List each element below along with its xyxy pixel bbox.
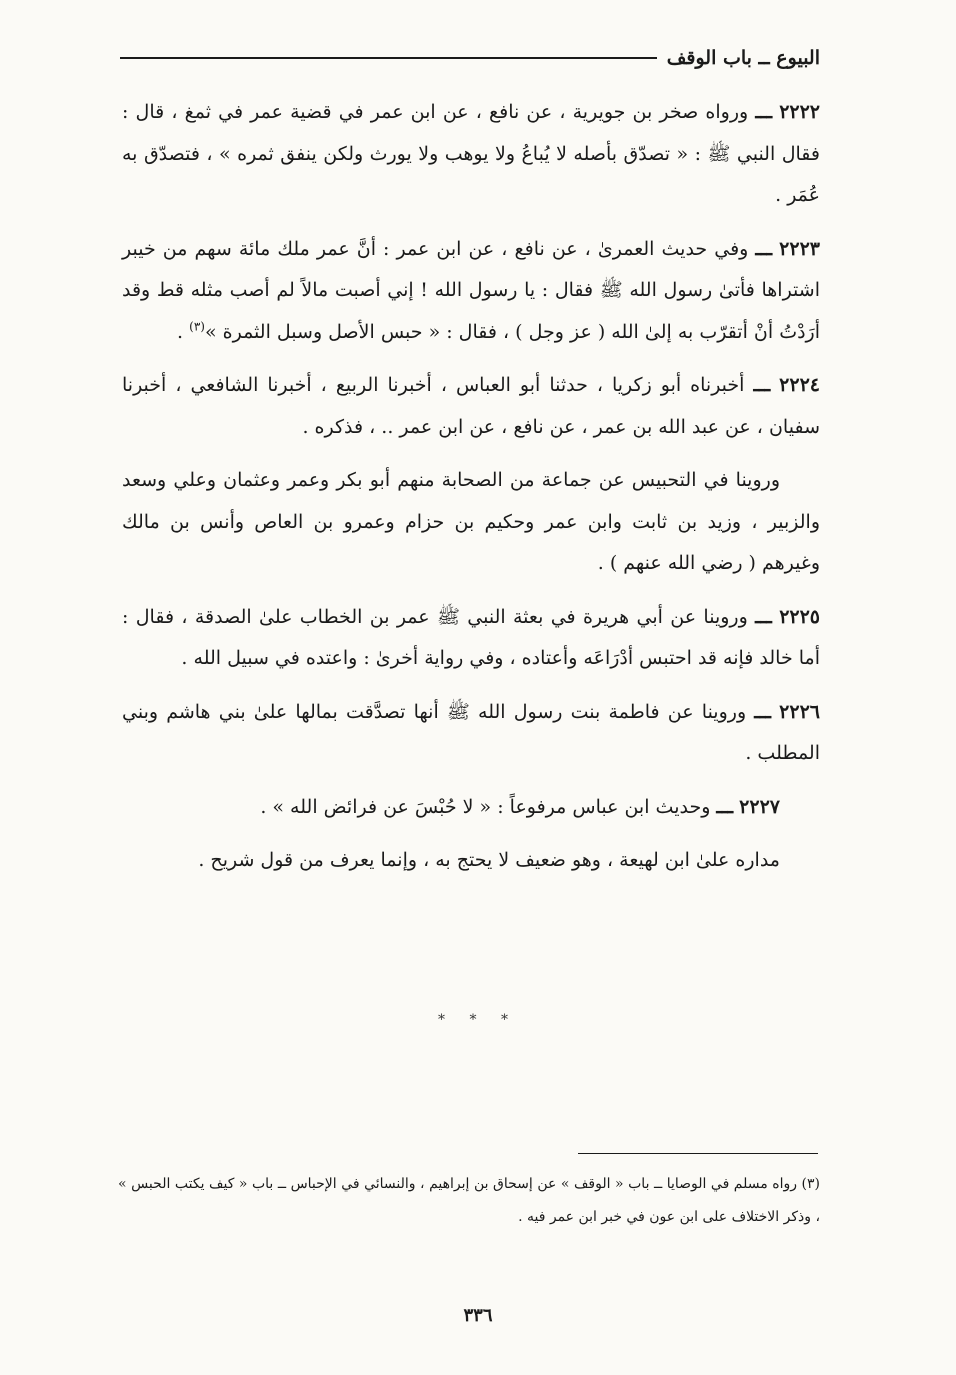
- commentary-text: مداره علىٰ ابن لهيعة ، وهو ضعيف لا يحتج به ، وإنما يعرف من قول شريح .: [198, 849, 780, 871]
- hadith-number: ٢٢٢٢: [779, 101, 821, 123]
- hadith-number: ٢٢٢٦: [779, 700, 820, 723]
- hadith-number: ٢٢٢٣: [779, 237, 820, 260]
- hadith-2224: ٢٢٢٤ ـــ أخبرناه أبو زكريا ، حدثنا أبو العباس ، أخبرنا الربيع ، أخبرنا الشافعي ، أخبرنا سفيان ، عن عبد الله بن عمر ، عن نافع ، عن ابن عمر .. ، فذكره .: [122, 374, 820, 438]
- hadith-number: ٢٢٢٤: [779, 374, 820, 396]
- header-title: البيوع ــ باب الوقف: [666, 47, 820, 69]
- commentary-paragraph: [122, 460, 820, 585]
- footnote: (٣) رواه مسلم في الوصايا ــ باب « الوقف » عن إسحاق بن إبراهيم ، والنسائي في الإحباس ــ باب « كيف يكتب الحبس » ، وذكر الاختلاف على ابن عون في خبر ابن عمر فيه .: [118, 1176, 820, 1225]
- hadith-text: وفي حديث العمرىٰ ، عن نافع ، عن ابن عمر : أنَّ عمر ملك مائة سهم من خيبر اشتراها فأتىٰ رسول الله ﷺ فقال : يا رسول الله ! إني أصبت مالاً لم أصب مثله قط وقد أرَدْتُ أنْ أتقرّب به إلىٰ الله ( عز وجل ) ، فقال : « حبس الأصل وسبل الثمرة »: [122, 237, 820, 343]
- hadith-2223: ٢٢٢٣ ـــ وفي حديث العمرىٰ ، عن نافع ، عن ابن عمر : أنَّ عمر ملك مائة سهم من خيبر اشتراها فأتىٰ رسول الله ﷺ فقال : يا رسول الله ! إني أصبت مالاً لم أصب مثله قط وقد أرَدْتُ أنْ أتقرّب به إلىٰ الله ( عز وجل ) ، فقال : « حبس الأصل وسبل الثمرة »$^{(٣)}$ .: [122, 237, 820, 343]
- hadith-2226: ٢٢٢٦ ـــ وروينا عن فاطمة بنت رسول الله ﷺ أنها تصدَّقت بمالها علىٰ بني هاشم وبني المطلب .: [122, 700, 820, 764]
- hadith-2227: ٢٢٢٧ ـــ وحديث ابن عباس مرفوعاً : « لا حُبْسَ عن فرائض الله » .: [260, 795, 780, 818]
- commentary-paragraph: [122, 840, 820, 882]
- page-number: ٣٣٦: [463, 1305, 493, 1326]
- hadith-2222: ٢٢٢٢ ـــ ورواه صخر بن جويرية ، عن نافع ، عن ابن عمر في قضية عمر في ثمغ ، قال : فقال النبي ﷺ : « تصدّق بأصله لا يُباعُ ولا يوهب ولا يورث ولكن ينفق ثمره » ، فتصدّق به عُمَر .: [122, 101, 821, 206]
- running-header: [120, 38, 820, 78]
- hadith-number: ٢٢٢٥: [779, 605, 821, 628]
- hadith-2225: ٢٢٢٥ ـــ وروينا عن أبي هريرة في بعثة النبي ﷺ عمر بن الخطاب علىٰ الصدقة ، فقال : أما خالد فإنه قد احتبس أدْرَاعَه وأعتاده ، وفي رواية أخرىٰ : واعتده في سبيل الله .: [122, 605, 821, 669]
- hadith-text: وحديث ابن عباس مرفوعاً : « لا حُبْسَ عن فرائض الله » .: [260, 795, 711, 818]
- hadith-text: ورواه صخر بن جويرية ، عن نافع ، عن ابن عمر في قضية عمر في ثمغ ، قال : فقال النبي ﷺ : « تصدّق بأصله لا يُباعُ ولا يوهب ولا يورث ولكن ينفق ثمره » ، فتصدّق به عُمَر .: [122, 101, 820, 206]
- main-text: [122, 92, 820, 894]
- hadith-text-end: .: [177, 320, 190, 343]
- hadith-text: وروينا عن أبي هريرة في بعثة النبي ﷺ عمر بن الخطاب علىٰ الصدقة ، فقال : أما خالد فإنه قد احتبس أدْرَاعَه وأعتاده ، وفي رواية أخرىٰ : واعتده في سبيل الله .: [122, 605, 820, 669]
- commentary-text: وروينا في التحبيس عن جماعة من الصحابة منهم أبو بكر وعمر وعثمان وعلي وسعد والزبير ، وزيد بن ثابت وابن عمر وحكيم بن حزام وعمرو بن العاص وأنس بن مالك وغيرهم ( رضي الله عنهم ) .: [122, 469, 820, 574]
- hadith-number: ٢٢٢٧: [739, 795, 780, 818]
- hadith-text: وروينا عن فاطمة بنت رسول الله ﷺ أنها تصدَّقت بمالها علىٰ بني هاشم وبني المطلب .: [122, 700, 820, 764]
- header-rule: [120, 57, 657, 59]
- footnote-rule: [578, 1153, 818, 1154]
- section-separator: * * *: [438, 1012, 518, 1028]
- footnote-reference[interactable]: (٣): [189, 319, 205, 334]
- hadith-text: أخبرناه أبو زكريا ، حدثنا أبو العباس ، أخبرنا الربيع ، أخبرنا الشافعي ، أخبرنا سفيان ، عن عبد الله بن عمر ، عن نافع ، عن ابن عمر .. ، فذكره .: [122, 374, 820, 438]
